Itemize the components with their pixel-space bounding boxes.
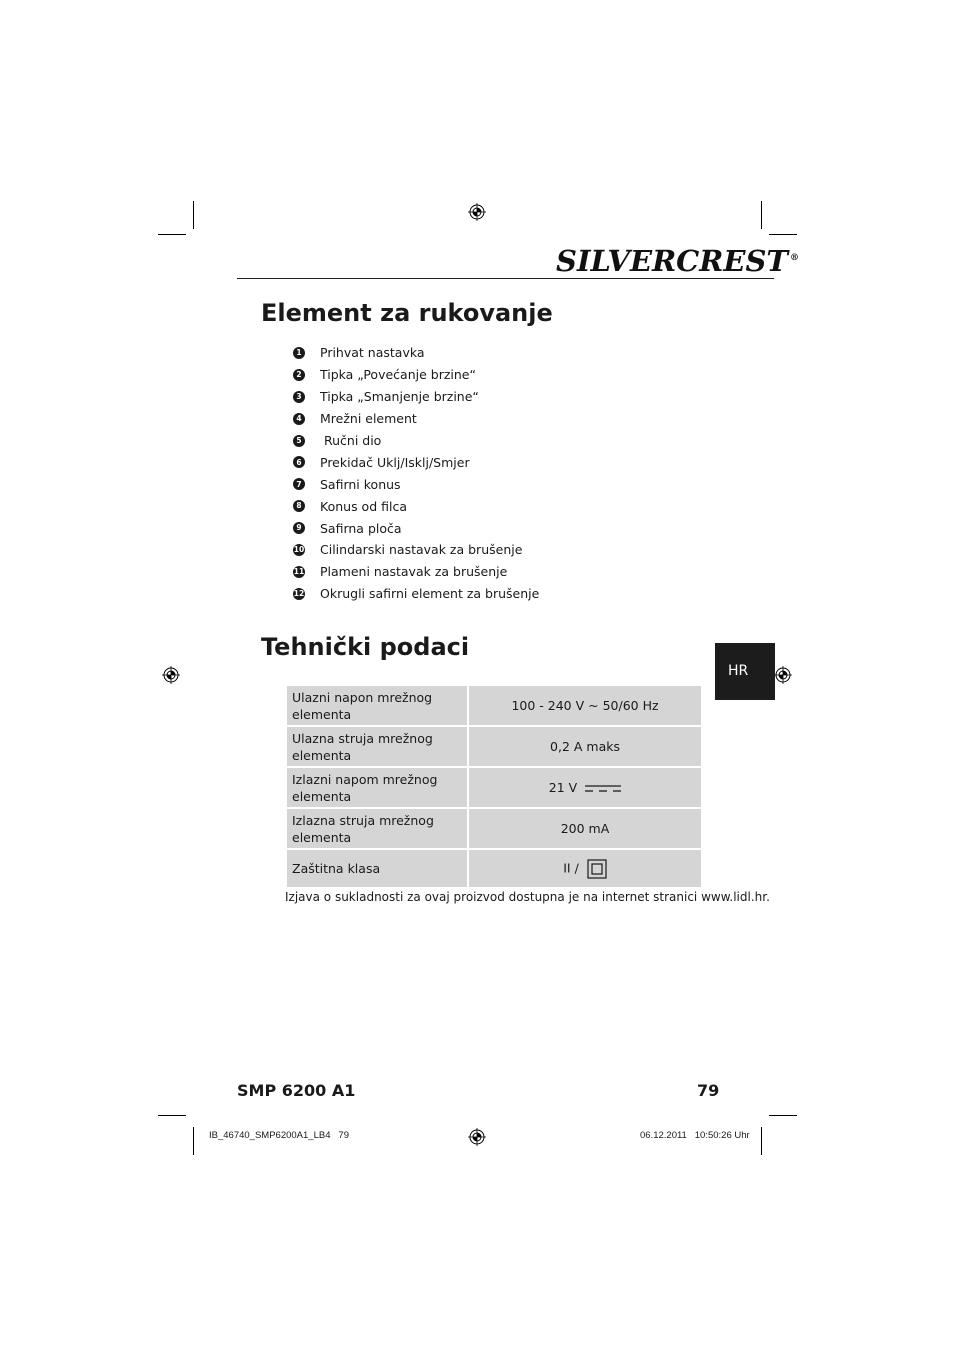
item-label: Safirni konus xyxy=(320,476,401,492)
item-label: Plameni nastavak za brušenje xyxy=(320,564,508,580)
spec-key xyxy=(286,685,468,726)
crop-mark xyxy=(158,234,186,235)
crop-mark xyxy=(193,201,194,229)
spec-value-text: 21 V xyxy=(548,780,578,795)
spec-key-line: Ulazna struja mrežnog xyxy=(292,730,433,746)
list-item xyxy=(293,561,613,583)
registered-mark: ® xyxy=(789,253,799,264)
registration-mark-icon xyxy=(468,1128,486,1146)
crop-mark xyxy=(761,201,762,229)
item-label: Prihvat nastavka xyxy=(320,345,425,361)
page-number: 79 xyxy=(697,1081,720,1100)
table-row xyxy=(286,767,702,808)
list-item xyxy=(293,364,613,386)
crop-mark xyxy=(193,1127,194,1155)
table-row xyxy=(286,808,702,849)
spec-value xyxy=(468,767,702,808)
item-number-badge: 8 xyxy=(293,500,305,512)
brand-logo-text: SILVERCREST xyxy=(556,244,788,278)
header-divider xyxy=(237,278,774,279)
crop-mark xyxy=(769,234,797,235)
spec-key-line: Izlazni napom mrežnog xyxy=(292,771,438,787)
item-number-badge: 1 xyxy=(293,347,305,359)
item-label: Tipka „Povećanje brzine“ xyxy=(320,367,476,383)
registration-mark-icon xyxy=(162,666,180,684)
list-item xyxy=(293,517,613,539)
spec-key-line: elementa xyxy=(292,747,352,763)
table-row xyxy=(286,685,702,726)
list-item xyxy=(293,583,613,605)
spec-key-line: elementa xyxy=(292,788,352,804)
item-number-badge: 10 xyxy=(293,545,305,555)
list-item xyxy=(293,408,613,430)
print-slug-right: 06.12.2011 10:50:26 Uhr xyxy=(640,1130,750,1141)
spec-value xyxy=(468,849,702,888)
spec-key xyxy=(286,767,468,808)
section-title-controls: Element za rukovanje xyxy=(261,299,553,327)
list-item xyxy=(293,473,613,495)
spec-key xyxy=(286,726,468,767)
spec-value-text: II / xyxy=(563,860,579,875)
spec-key-line: elementa xyxy=(292,706,352,722)
item-number-badge: 5 xyxy=(293,435,305,447)
spec-key-line: elementa xyxy=(292,829,352,845)
list-item xyxy=(293,386,613,408)
item-number-badge: 7 xyxy=(293,478,305,490)
model-number: SMP 6200 A1 xyxy=(237,1081,356,1100)
list-item xyxy=(293,495,613,517)
spec-table xyxy=(285,684,703,889)
registration-mark-icon xyxy=(468,203,486,221)
brand-logo xyxy=(556,244,799,278)
spec-key-line: Ulazni napon mrežnog xyxy=(292,689,433,705)
spec-key: Zaštitna klasa xyxy=(286,849,468,888)
item-number-badge: 2 xyxy=(293,369,305,381)
list-item xyxy=(293,451,613,473)
language-tab-label: HR xyxy=(728,663,749,679)
protection-class-ii-icon xyxy=(587,859,607,879)
spec-key xyxy=(286,808,468,849)
section-title-technical-data: Tehnički podaci xyxy=(261,633,470,661)
conformity-note: Izjava o sukladnosti za ovaj proizvod dostupna je na internet stranici www.lidl.hr. xyxy=(285,890,770,904)
spec-value: 100 - 240 V ~ 50/60 Hz xyxy=(468,685,702,726)
item-number-badge: 11 xyxy=(293,567,305,577)
table-row xyxy=(286,849,702,888)
item-number-badge: 6 xyxy=(293,456,305,468)
item-label: Prekidač Uklj/Isklj/Smjer xyxy=(320,454,470,470)
spec-key-line: Izlazna struja mrežnog xyxy=(292,812,434,828)
item-label: Okrugli safirni element za brušenje xyxy=(320,586,540,602)
item-label: Konus od filca xyxy=(320,498,407,514)
parts-list xyxy=(293,342,613,605)
item-label: Cilindarski nastavak za brušenje xyxy=(320,542,523,558)
table-row xyxy=(286,726,702,767)
crop-mark xyxy=(761,1127,762,1155)
list-item xyxy=(293,430,613,452)
registration-mark-icon xyxy=(774,666,792,684)
item-label: Safirna ploča xyxy=(320,520,402,536)
dc-current-icon xyxy=(585,784,621,794)
print-slug-left: IB_46740_SMP6200A1_LB4 79 xyxy=(209,1130,349,1141)
item-number-badge: 12 xyxy=(293,588,305,598)
crop-mark xyxy=(769,1115,797,1116)
spec-value: 200 mA xyxy=(468,808,702,849)
item-number-badge: 3 xyxy=(293,391,305,403)
item-number-badge: 4 xyxy=(293,413,305,425)
item-label: Tipka „Smanjenje brzine“ xyxy=(320,389,479,405)
list-item xyxy=(293,539,613,561)
item-label: Ručni dio xyxy=(320,433,382,448)
item-label: Mrežni element xyxy=(320,411,417,427)
language-tab xyxy=(715,643,775,700)
crop-mark xyxy=(158,1115,186,1116)
item-number-badge: 9 xyxy=(293,522,305,534)
spec-value: 0,2 A maks xyxy=(468,726,702,767)
list-item xyxy=(293,342,613,364)
